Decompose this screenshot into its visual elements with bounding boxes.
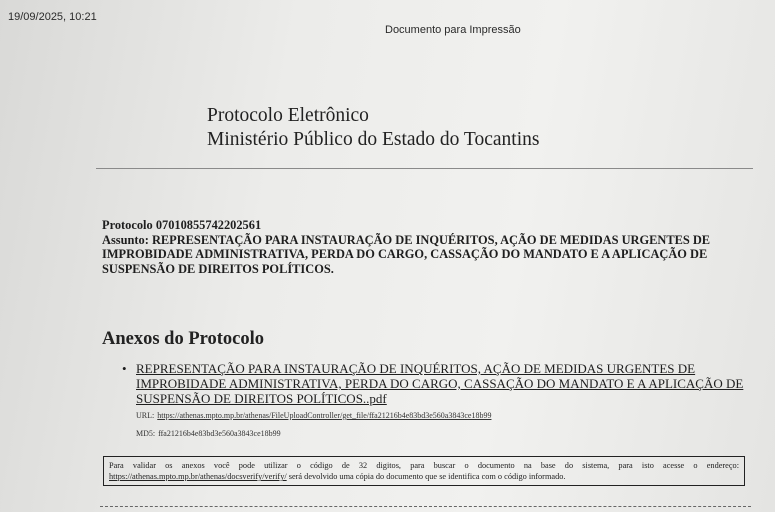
subject-label: Assunto: xyxy=(102,232,149,247)
notice-text-after: será devolvido uma cópia do documento que se identifica com o código informado. xyxy=(288,472,566,481)
attachment-url-row xyxy=(136,411,753,420)
protocol-subject xyxy=(102,233,747,277)
footer-divider xyxy=(100,506,751,507)
bullet-icon: • xyxy=(122,361,127,376)
attachment-name-line1: REPRESENTAÇÃO PARA INSTAURAÇÃO DE INQUÉRITOS, AÇÃO DE MEDIDAS URGENTES DE xyxy=(136,361,696,376)
verify-link[interactable]: https://athenas.mpto.mp.br/athenas/docsverify/verify/ xyxy=(109,472,287,481)
subject-line2: IMPROBIDADE ADMINISTRATIVA, PERDA DO CARGO, CASSAÇÃO DO MANDATO E A APLICAÇÃO DE xyxy=(102,247,708,261)
attachment-name-line2: IMPROBIDADE ADMINISTRATIVA, PERDA DO CARGO, CASSAÇÃO DO MANDATO E A APLICAÇÃO DE xyxy=(136,376,744,391)
attachments-heading: Anexos do Protocolo xyxy=(102,329,265,349)
attachment-md5: ffa21216b4e83bd3e560a3843ce18b99 xyxy=(158,429,281,438)
document-title xyxy=(207,104,539,152)
attachment-md5-row xyxy=(136,429,753,438)
subject-line1: REPRESENTAÇÃO PARA INSTAURAÇÃO DE INQUÉRITOS, AÇÃO DE MEDIDAS URGENTES DE xyxy=(151,232,711,247)
print-datetime: 19/09/2025, 10:21 xyxy=(8,11,97,23)
document-title-line2: Ministério Público do Estado do Tocantins xyxy=(207,129,540,150)
attachment-url[interactable]: https://athenas.mpto.mp.br/athenas/FileUploadController/get_file/ffa21216b4e83bd3e560a3843ce18b99 xyxy=(157,411,492,420)
print-page-title: Documento para Impressão xyxy=(385,24,521,36)
notice-text-before: Para validar os anexos você pode utilizar o código de 32 digitos, para buscar o documento na base do sistema, para isto acesse o endereço: xyxy=(109,461,739,470)
document-title-line1: Protocolo Eletrônico xyxy=(207,105,369,126)
header-divider xyxy=(96,168,753,169)
protocol-info xyxy=(102,218,747,276)
protocol-number: 07010855742202561 xyxy=(155,218,262,232)
attachment-item xyxy=(122,361,753,438)
md5-label: MD5: xyxy=(136,429,156,438)
protocol-label: Protocolo xyxy=(102,218,153,232)
url-label: URL: xyxy=(136,411,155,420)
protocol-number-line xyxy=(102,218,747,233)
attachment-name-line3: SUSPENSÃO DE DIREITOS POLÍTICOS..pdf xyxy=(136,391,387,406)
subject-line3: SUSPENSÃO DE DIREITOS POLÍTICOS. xyxy=(102,261,334,276)
attachment-link[interactable] xyxy=(136,361,753,406)
validation-notice xyxy=(103,456,745,486)
